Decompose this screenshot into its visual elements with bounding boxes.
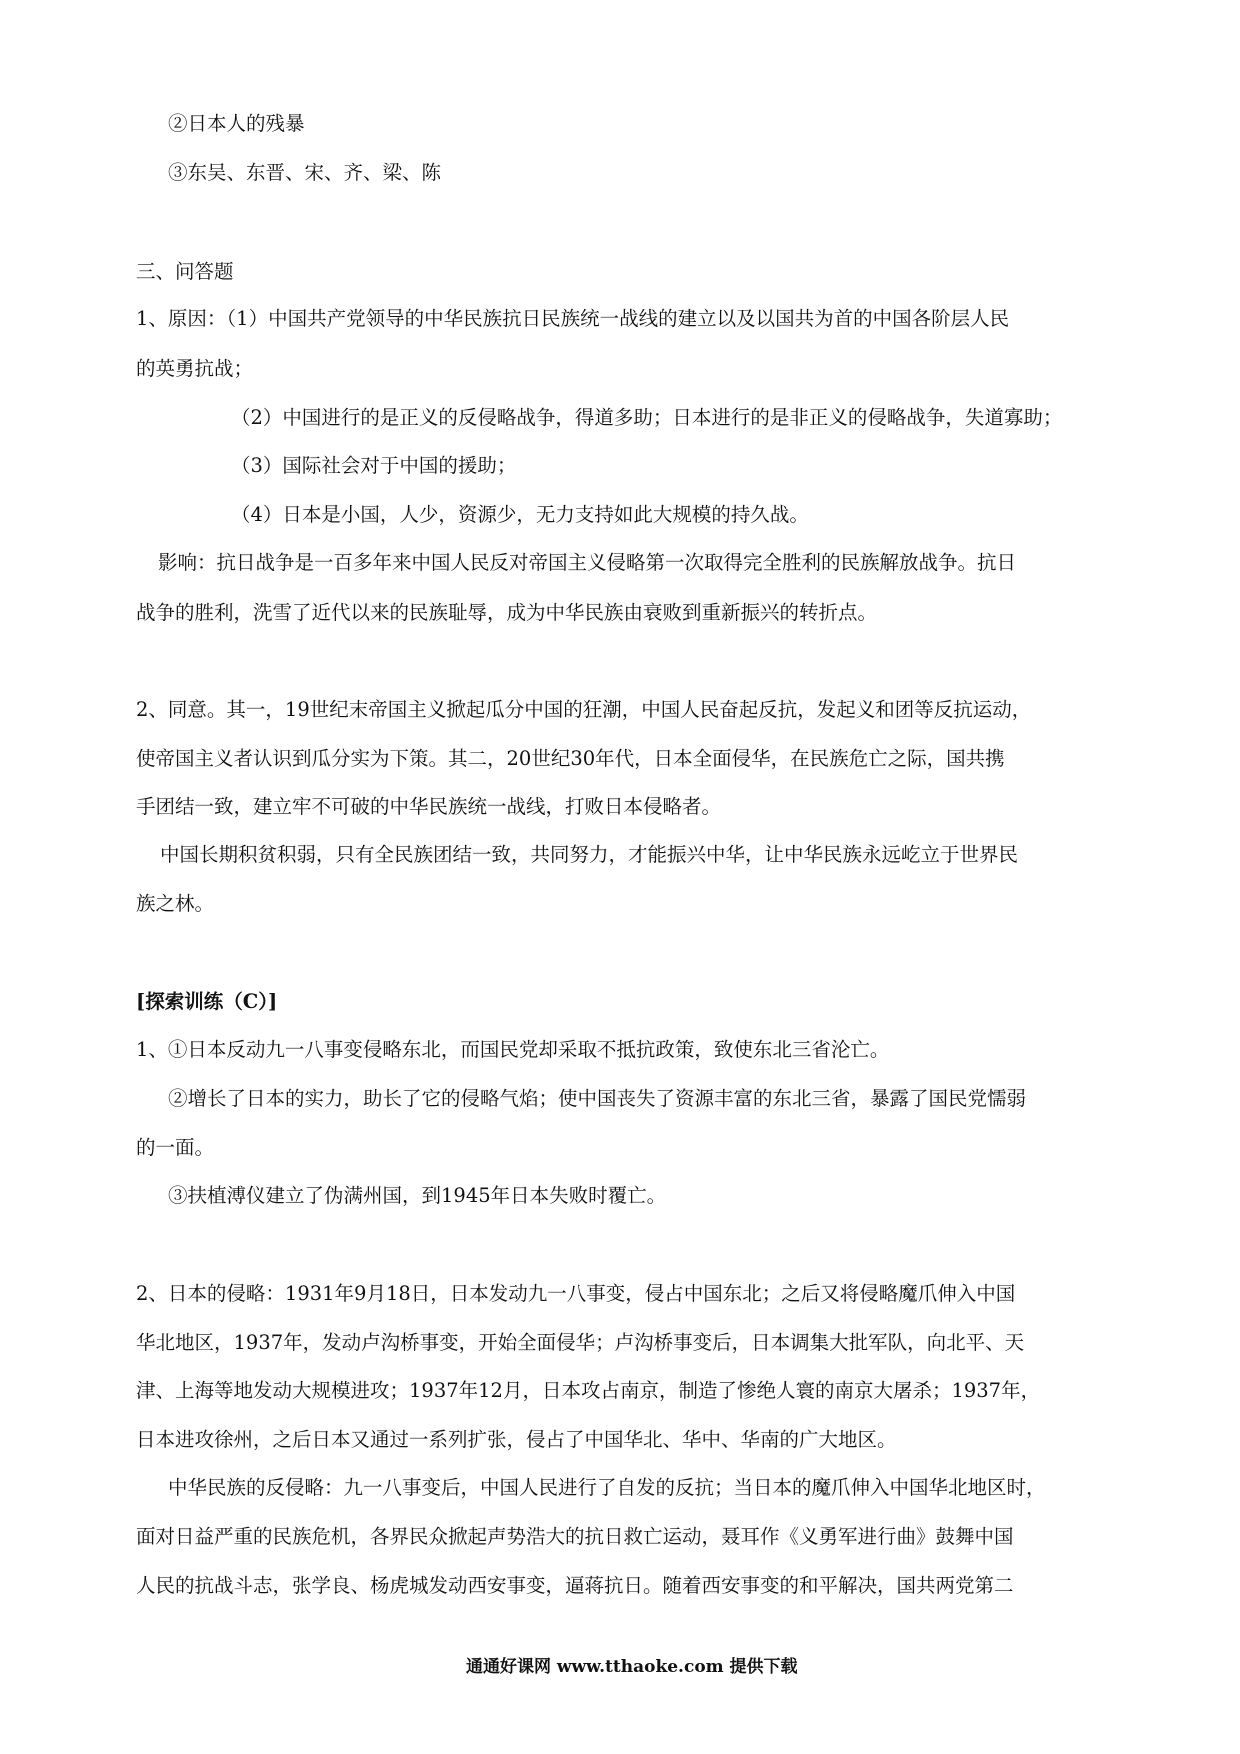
- text-line: 影响：抗日战争是一百多年来中国人民反对帝国主义侵略第一次取得完全胜利的民族解放战争。抗日: [158, 551, 1017, 574]
- text-line: 战争的胜利，洗雪了近代以来的民族耻辱，成为中华民族由衰败到重新振兴的转折点。: [136, 601, 878, 624]
- text-line: 1、①日本反动九一八事变侵略东北，而国民党却采取不抵抗政策，致使东北三省沦亡。: [136, 1038, 890, 1061]
- text-line: 2、同意。其一，19世纪末帝国主义掀起瓜分中国的狂潮，中国人民奋起反抗，发起义和团等反抗运动，: [136, 698, 1032, 721]
- text-line: 使帝国主义者认识到瓜分实为下策。其二，20世纪30年代，日本全面侵华，在民族危亡之际，国共携: [136, 747, 1005, 770]
- page-footer: 通通好课网 www.tthaoke.com 提供下载: [466, 1657, 798, 1677]
- text-line: 族之林。: [136, 892, 215, 915]
- text-line: ③扶植溥仪建立了伪满州国，到1945年日本失败时覆亡。: [168, 1184, 667, 1207]
- text-line: ②日本人的残暴: [168, 112, 305, 135]
- text-line: 日本进攻徐州，之后日本又通过一系列扩张，侵占了中国华北、华中、华南的广大地区。: [136, 1428, 897, 1451]
- text-line: ③东吴、东晋、宋、齐、梁、陈: [168, 161, 442, 184]
- text-line: 1、原因：（1）中国共产党领导的中华民族抗日民族统一战线的建立以及以国共为首的中国各阶层人民: [136, 307, 1010, 330]
- text-line: 津、上海等地发动大规模进攻；1937年12月，日本攻占南京，制造了惨绝人寰的南京大屠杀；1937年，: [136, 1379, 1041, 1402]
- text-line: 的一面。: [136, 1136, 215, 1159]
- text-line: 手团结一致，建立牢不可破的中华民族统一战线，打败日本侵略者。: [136, 795, 722, 818]
- text-line: 华北地区，1937年，发动卢沟桥事变，开始全面侵华；卢沟桥事变后，日本调集大批军队，向北平、天: [136, 1331, 1025, 1354]
- text-line: （3）国际社会对于中国的援助；: [231, 454, 517, 477]
- text-line: 中国长期积贫积弱，只有全民族团结一致，共同努力，才能振兴中华，让中华民族永远屹立于世界民: [160, 843, 1019, 866]
- section-heading: [探索训练（C）]: [136, 990, 278, 1013]
- text-line: 中华民族的反侵略：九一八事变后，中国人民进行了自发的反抗；当日本的魔爪伸入中国华北地区时，: [168, 1476, 1046, 1499]
- text-line: 的英勇抗战；: [136, 357, 254, 380]
- text-line: 面对日益严重的民族危机，各界民众掀起声势浩大的抗日救亡运动，聂耳作《义勇军进行曲》鼓舞中国: [136, 1525, 1014, 1548]
- text-line: ②增长了日本的实力，助长了它的侵略气焰；使中国丧失了资源丰富的东北三省，暴露了国民党懦弱: [168, 1087, 1027, 1110]
- text-line: （2）中国进行的是正义的反侵略战争，得道多助；日本进行的是非正义的侵略战争，失道寡助；: [231, 406, 1063, 429]
- text-line: 人民的抗战斗志，张学良、杨虎城发动西安事变，逼蒋抗日。随着西安事变的和平解决，国共两党第二: [136, 1574, 1014, 1597]
- section-heading: 三、问答题: [136, 260, 234, 283]
- text-line: 2、日本的侵略：1931年9月18日，日本发动九一八事变，侵占中国东北；之后又将侵略魔爪伸入中国: [136, 1282, 1016, 1305]
- text-line: （4）日本是小国，人少，资源少，无力支持如此大规模的持久战。: [231, 503, 809, 526]
